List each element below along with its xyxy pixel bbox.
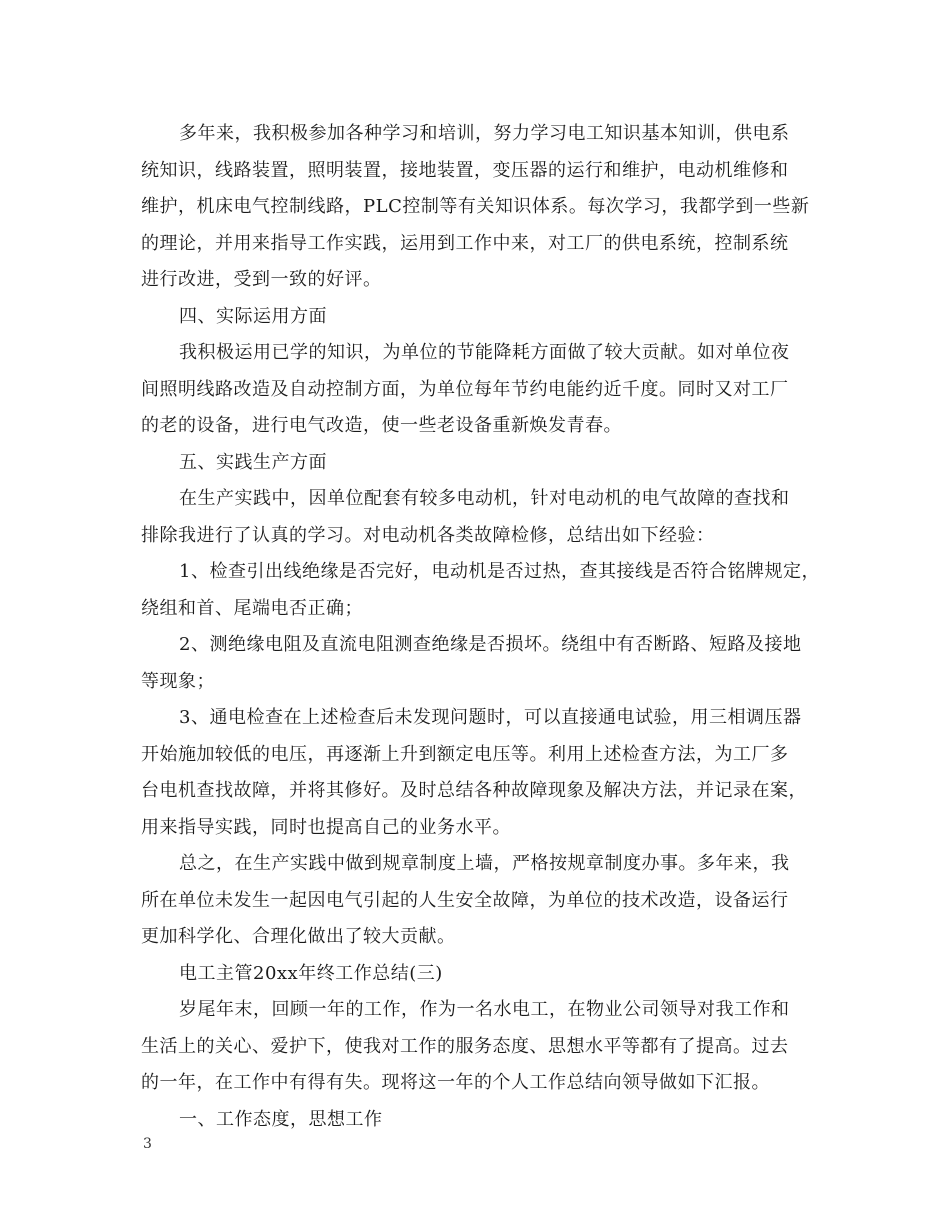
- text-line: 开始施加较低的电压，再逐渐上升到额定电压等。利用上述检查方法，为工厂多: [141, 743, 789, 765]
- text-line: 的老的设备，进行电气改造，使一些老设备重新焕发青春。: [141, 415, 622, 436]
- text-line: 2、测绝缘电阻及直流电阻测查绝缘是否损坏。绕组中有否断路、短路及接地: [179, 634, 802, 655]
- text-line: 四、实际运用方面: [179, 305, 327, 327]
- text-line: 绕组和首、尾端电否正确；: [141, 597, 363, 619]
- text-line: 一、工作态度，思想工作: [179, 1108, 383, 1130]
- text-line: 岁尾年末，回顾一年的工作，作为一名水电工，在物业公司领导对我工作和: [179, 999, 790, 1020]
- text-line: 所在单位未发生一起因电气引起的人生安全故障，为单位的技术改造，设备运行: [141, 889, 789, 911]
- text-line: 生活上的关心、爱护下，使我对工作的服务态度、思想水平等都有了提高。过去: [141, 1035, 789, 1057]
- text-line: 3、通电检查在上述检查后未发现问题时，可以直接通电试验，用三相调压器: [179, 707, 802, 728]
- text-line: 排除我进行了认真的学习。对电动机各类故障检修，总结出如下经验：: [141, 524, 715, 546]
- text-line: 间照明线路改造及自动控制方面，为单位每年节约电能约近千度。同时又对工厂: [141, 378, 789, 400]
- text-line: 的理论，并用来指导工作实践，运用到工作中来，对工厂的供电系统，控制系统: [141, 232, 789, 254]
- text-line: 更加科学化、合理化做出了较大贡献。: [141, 926, 456, 947]
- text-line: 进行改进，受到一致的好评。: [141, 269, 382, 290]
- text-line: 我积极运用已学的知识，为单位的节能降耗方面做了较大贡献。如对单位夜: [179, 342, 790, 363]
- text-line: 总之，在生产实践中做到规章制度上墙，严格按规章制度办事。多年来，我: [179, 853, 790, 874]
- text-line: 用来指导实践，同时也提高自己的业务水平。: [141, 816, 511, 838]
- text-line: 1、检查引出线绝缘是否完好，电动机是否过热，查其接线是否符合铭牌规定，: [179, 561, 820, 582]
- text-line: 多年来，我积极参加各种学习和培训，努力学习电工知识基本知训，供电系: [179, 123, 790, 144]
- text-line: 的一年，在工作中有得有失。现将这一年的个人工作总结向领导做如下汇报。: [141, 1072, 770, 1093]
- page-number: 3: [143, 1136, 152, 1152]
- text-line: 等现象；: [141, 670, 215, 692]
- text-line: 台电机查找故障，并将其修好。及时总结各种故障现象及解决方法，并记录在案，: [141, 780, 807, 801]
- document-body: [141, 116, 821, 1138]
- text-line: 维护，机床电气控制线路，PLC控制等有关知识体系。每次学习，我都学到一些新: [141, 196, 810, 217]
- text-line: 电工主管20xx年终工作总结(三): [179, 962, 443, 984]
- text-line: 在生产实践中，因单位配套有较多电动机，针对电动机的电气故障的查找和: [179, 488, 790, 509]
- text-line: 五、实践生产方面: [179, 451, 327, 473]
- text-line: 统知识，线路装置，照明装置，接地装置，变压器的运行和维护，电动机维修和: [141, 159, 789, 181]
